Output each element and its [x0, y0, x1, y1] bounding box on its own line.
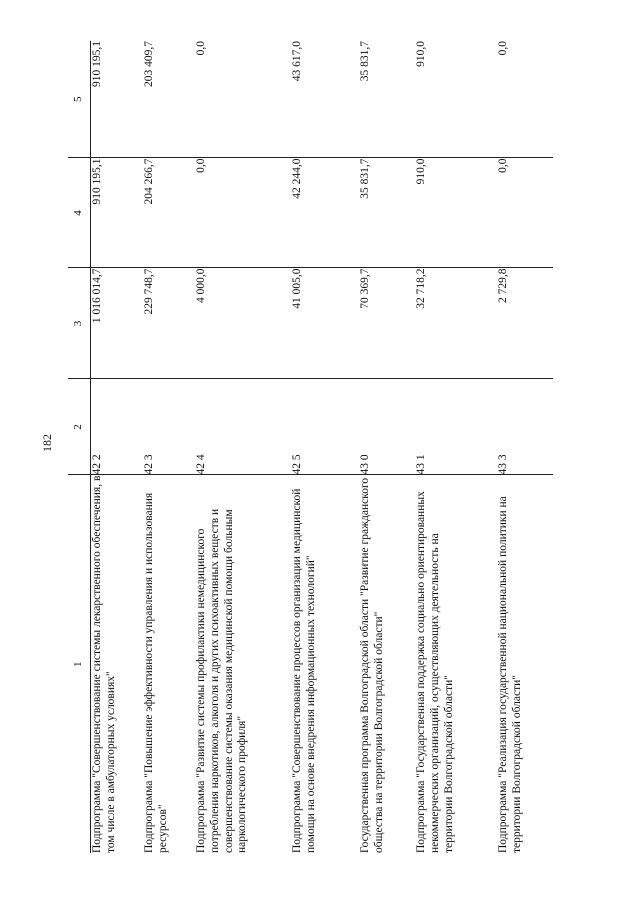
amount-col4-cell: 204 266,7: [143, 158, 195, 268]
amount-col5-cell: 910 195,1: [91, 41, 144, 158]
program-name-cell: Подпрограмма "Совершенствование системы лекарственного обеспечения, в том числе в амбулаторных условиях": [91, 475, 117, 853]
amount-col3-cell: 70 369,7: [359, 268, 415, 379]
amount-col3-cell: 4 000,0: [195, 268, 291, 379]
amount-col4-cell: 910,0: [415, 158, 497, 268]
amount-col4-cell: 0,0: [497, 158, 553, 268]
program-name-cell: Подпрограмма "Повышение эффективности управления и использования ресурсов": [143, 492, 169, 853]
program-code-cell: 42 5: [291, 379, 359, 475]
amount-col5-cell: 203 409,7: [143, 41, 195, 158]
program-name-cell: Подпрограмма "Совершенствование процессов организации медицинской помощи на основе внедрения информационных технологий": [291, 488, 317, 853]
program-name-cell: Подпрограмма "Развитие системы профилактики немедицинского потребления наркотиков, алкоголя и других психоактивных веществ и совершенствование системы оказания медицинской помощи больным наркологического профиля": [195, 508, 249, 853]
table-header-row: [68, 41, 91, 853]
program-code-cell: 43 3: [497, 379, 553, 475]
amount-col5-cell: 0,0: [195, 41, 291, 158]
program-code-cell: 42 2: [91, 379, 144, 475]
amount-col3-cell: 2 729,8: [497, 268, 553, 379]
amount-col3-cell: 41 005,0: [291, 268, 359, 379]
column-header-5: 5: [68, 41, 91, 158]
program-name-cell: Государственная программа Волгоградской области "Развитие гражданского общества на территории Волгоградской области": [359, 477, 385, 853]
amount-col4-cell: 35 831,7: [359, 158, 415, 268]
column-header-1: 1: [68, 475, 91, 853]
amount-col4-cell: 42 244,0: [291, 158, 359, 268]
amount-col3-cell: 32 718,2: [415, 268, 497, 379]
budget-table: [68, 41, 553, 853]
table-row-program-total: [359, 41, 415, 853]
amount-col5-cell: 0,0: [497, 41, 553, 158]
program-code-cell: 42 4: [195, 379, 291, 475]
amount-col3-cell: 1 016 014,7: [91, 268, 144, 379]
column-header-2: 2: [68, 379, 91, 475]
amount-col5-cell: 910,0: [415, 41, 497, 158]
table-row: [195, 41, 291, 853]
table-row: [143, 41, 195, 853]
program-name-cell: Подпрограмма "Реализация государственной национальной политики на территории Волгоградской области": [497, 496, 523, 853]
program-code-cell: 43 0: [359, 379, 415, 475]
program-code-cell: 42 3: [143, 379, 195, 475]
column-header-4: 4: [68, 158, 91, 268]
column-header-3: 3: [68, 268, 91, 379]
amount-col3-cell: 229 748,7: [143, 268, 195, 379]
page-number: 182: [40, 434, 54, 452]
table-row: [291, 41, 359, 853]
table-row: [497, 41, 553, 853]
table-row: [415, 41, 497, 853]
amount-col4-cell: 0,0: [195, 158, 291, 268]
program-name-cell: Подпрограмма "Государственная поддержка социально ориентированных некоммерческих организаций, осуществляющих деятельность на территории Волгоградской области": [415, 491, 455, 853]
program-code-cell: 43 1: [415, 379, 497, 475]
amount-col5-cell: 35 831,7: [359, 41, 415, 158]
table-row: [91, 41, 144, 853]
amount-col4-cell: 910 195,1: [91, 158, 144, 268]
amount-col5-cell: 43 617,0: [291, 41, 359, 158]
